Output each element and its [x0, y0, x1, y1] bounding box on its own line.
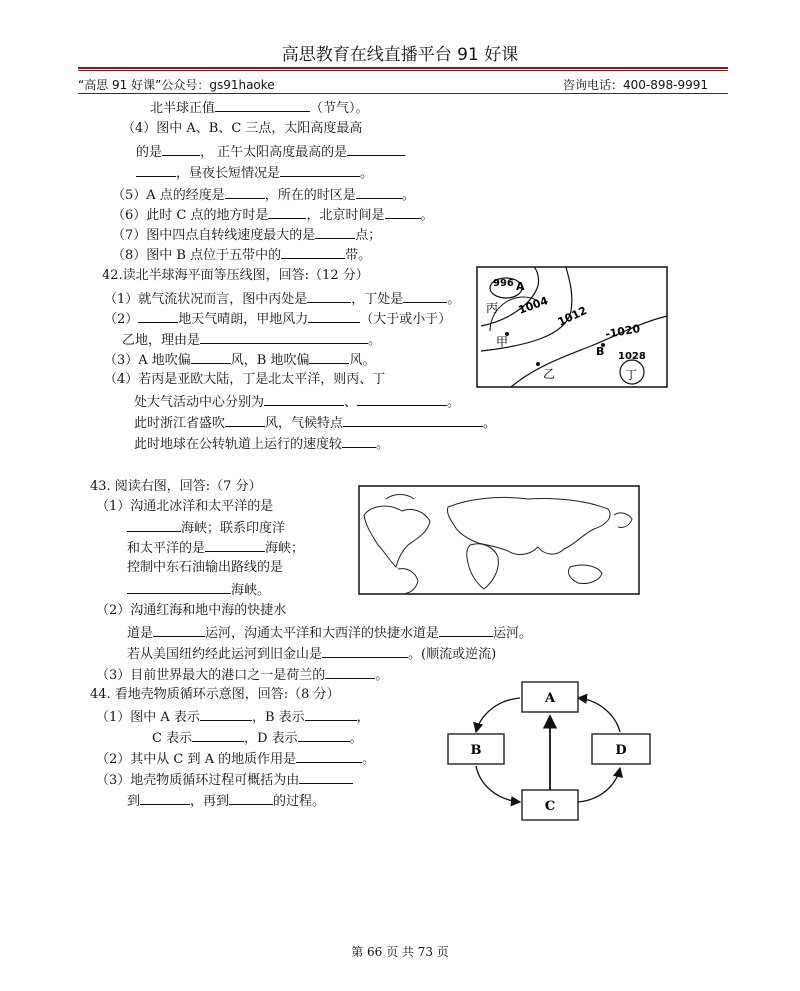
q43-1c: 和太平洋的是 海峡； [127, 541, 305, 556]
q43-title: 43. 阅读右图，回答:（7 分） [90, 479, 262, 494]
q42-4b: 处大气活动中心分别为 、 。 [134, 395, 461, 410]
q43-1d: 控制中东石油输出路线的是 [127, 560, 284, 575]
label-1004: 1004 [516, 294, 550, 317]
q41-7: （7）图中四点自转线速度最大的是 点； [112, 228, 382, 243]
label-yi: 乙 [543, 367, 556, 381]
arrow-d-to-a [578, 698, 620, 732]
q42-2b: 乙地，理由是 。 [122, 333, 382, 348]
label-b: B [596, 345, 605, 358]
q41-line-1: 北半球正值 （节气）。 [150, 101, 369, 116]
q41-5: （5）A 点的经度是 ，所在的时区是 。 [112, 188, 415, 203]
q41-6: （6）此时 C 点的地方时是 ，北京时间是 。 [112, 208, 434, 223]
q41-4b: 的是 ， 正午太阳高度最高的是 [136, 143, 405, 161]
q42-4: （4）若丙是亚欧大陆，丁是北太平洋，则丙、丁 [104, 372, 386, 387]
header-rule-thin [78, 70, 728, 71]
q42-4c: 此时浙江省盛吹 风，气候特点 。 [134, 416, 497, 431]
label-996: 996 [493, 278, 514, 289]
q43-1: （1）沟通北冰洋和太平洋的是 [96, 499, 274, 514]
q41-4c: ，昼夜长短情况是 。 [136, 164, 373, 182]
label-1012: 1012 [555, 303, 590, 329]
q44-3: （3）地壳物质循环过程可概括为由 [96, 771, 353, 789]
q41-4: （4）图中 A、B、C 三点，太阳高度最高 [122, 121, 363, 136]
label-1028: 1028 [618, 351, 646, 362]
label-jia: 甲 [496, 335, 509, 349]
header-phone: 咨询电话：400-898-9991 [562, 78, 708, 92]
label-a: A [516, 280, 525, 293]
node-a: A [544, 691, 556, 706]
q42-4d: 此时地球在公转轨道上运行的速度较 。 [134, 437, 390, 452]
header-account: “高思 91 好课”公众号：gs91haoke [78, 78, 275, 92]
q43-1e: 海峡。 [127, 581, 270, 599]
q43-1b: 海峡；联系印度洋 [127, 519, 285, 537]
label-1020: -1020 [604, 322, 642, 341]
arrow-a-to-b [476, 698, 520, 732]
header-underline [78, 93, 728, 94]
q43-2: （2）沟通红海和地中海的快捷水 [96, 603, 287, 618]
arrow-c-to-d [578, 768, 620, 802]
q43-2b: 道是 运河，沟通太平洋和大西洋的快捷水道是 运河。 [127, 626, 533, 641]
node-c: C [544, 799, 556, 814]
isobar-map [476, 266, 668, 388]
label-ding: 丁 [625, 368, 638, 382]
header-rule [78, 67, 728, 69]
q41-8: （8）图中 B 点位于五带中的 带。 [112, 248, 372, 263]
q43-3: （3）目前世界最大的港口之一是荷兰的 。 [96, 668, 389, 683]
q42-1: （1）就气流状况而言，图中丙处是 ，丁处是 。 [104, 292, 461, 307]
world-map [358, 485, 640, 595]
point-yi [536, 362, 540, 366]
label-bing: 丙 [486, 301, 499, 315]
q44-1b: C 表示 ，D 表示 。 [152, 731, 363, 746]
node-b: B [470, 743, 482, 758]
node-d: D [615, 743, 627, 758]
q44-title: 44. 看地壳物质循环示意图，回答:（8 分） [90, 687, 340, 702]
q42-title: 42.读北半球海平面等压线图，回答:（12 分） [102, 268, 369, 283]
q44-1: （1）图中 A 表示 ，B 表示 ， [96, 710, 370, 725]
q44-3b: 到 ，再到 的过程。 [127, 794, 326, 809]
q44-2: （2）其中从 C 到 A 的地质作用是 。 [96, 752, 376, 767]
page-footer: 第 66 页 共 73 页 [351, 945, 449, 959]
q43-2c: 若从美国纽约经此运河到旧金山是 。(顺流或逆流) [127, 647, 497, 662]
q42-3: （3）A 地吹偏 风，B 地吹偏 风。 [104, 353, 376, 368]
page-header-title: 高思教育在线直播平台 91 好课 [281, 45, 519, 65]
rock-cycle-diagram [440, 676, 660, 822]
arrow-b-to-c [476, 766, 520, 802]
q42-2: （2） 地天气晴朗，甲地风力 （大于或小于） [104, 312, 452, 327]
